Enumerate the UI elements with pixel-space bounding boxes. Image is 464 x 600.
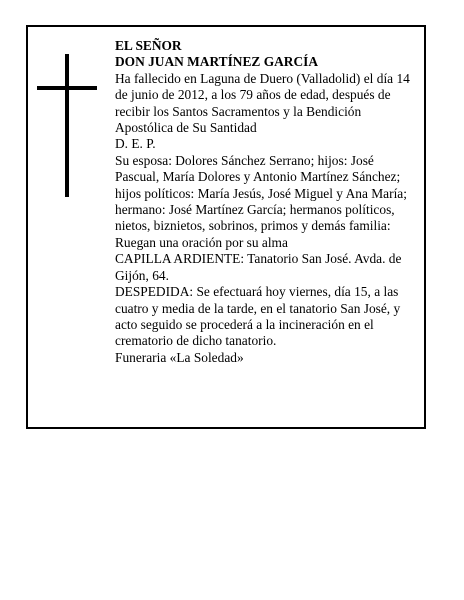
funeral-home: Funeraria «La Soledad» bbox=[115, 349, 244, 365]
notice-title: EL SEÑOR bbox=[115, 38, 182, 53]
farewell-info: DESPEDIDA: Se efectuará hoy viernes, día 15, a las cuatro y media de la tarde, en el tanatorio San José, y acto seguido se procederá a la incineración en el crematorio de dicho tanatorio. bbox=[115, 284, 401, 349]
family-list: Su esposa: Dolores Sánchez Serrano; hijos: José Pascual, María Dolores y Antonio Martínez Sánchez; hijos políticos: María Jesús, José Miguel y Ana María; hermano: José Martínez García; hermanos políticos, nietos, biznietos, sobrinos, primos y demás familia: bbox=[115, 152, 407, 234]
notice-text bbox=[115, 38, 417, 366]
prayer-request: Ruegan una oración por su alma bbox=[115, 234, 288, 250]
deceased-name: DON JUAN MARTÍNEZ GARCÍA bbox=[115, 54, 318, 70]
cross-icon bbox=[37, 54, 97, 197]
death-info: Ha fallecido en Laguna de Duero (Valladolid) el día 14 de junio de 2012, a los 79 años de edad, después de recibir los Santos Sacramentos y la Bendición Apostólica de Su Santidad bbox=[115, 70, 410, 136]
chapel-info: CAPILLA ARDIENTE: Tanatorio San José. Avda. de Gijón, 64. bbox=[115, 251, 402, 283]
dep-line: D. E. P. bbox=[115, 136, 156, 152]
cross-horizontal-bar bbox=[37, 86, 97, 90]
cross-vertical-bar bbox=[65, 54, 69, 197]
